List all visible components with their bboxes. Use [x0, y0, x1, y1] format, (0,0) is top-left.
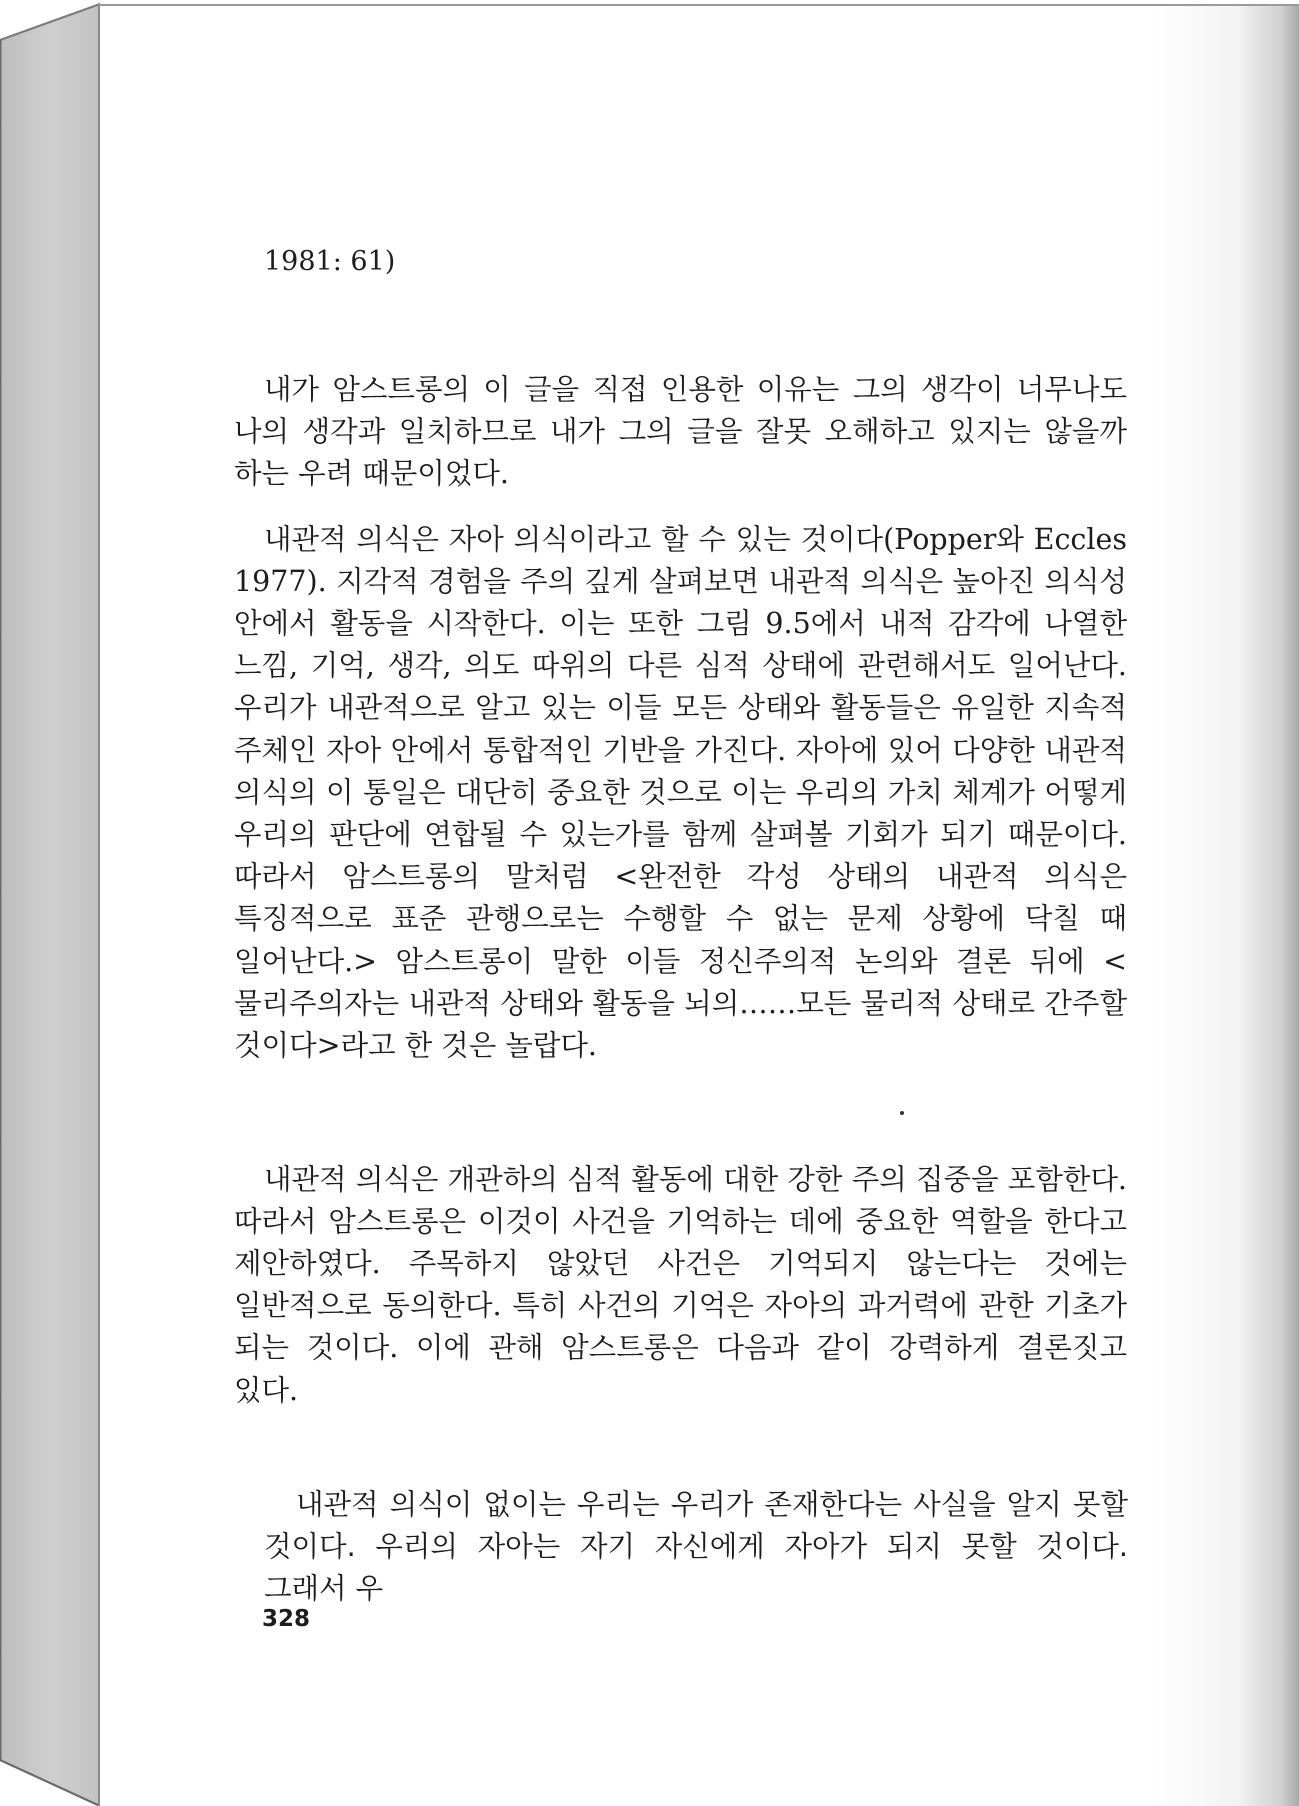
- paragraph-3: 내관적 의식은 개관하의 심적 활동에 대한 강한 주의 집중을 포함한다. 따라서 암스트롱은 이것이 사건을 기억하는 데에 중요한 역할을 한다고 제안하였다. 주목하지 않았던 사건은 기억되지 않는다는 것에는 일반적으로 동의한다. 특히 사건의 기억은 자아의 과거력에 관한 기초가 되는 것이다. 이에 관해 암스트롱은 다음과 같이 강력하게 결론짓고 있다.: [234, 1162, 1127, 1407]
- page-edge-shadow: [1239, 6, 1299, 1806]
- book-spine: [0, 0, 100, 1806]
- stray-mark: [900, 1111, 904, 1115]
- page-number: 328: [262, 1606, 311, 1632]
- paragraph-2: 내관적 의식은 자아 의식이라고 할 수 있는 것이다(Popper와 Eccles 1977). 지각적 경험을 주의 깊게 살펴보면 내관적 의식은 높아진 의식성 안에서 활동을 시작한다. 이는 또한 그림 9.5에서 내적 감각에 나열한 느낌, 기억, 생각, 의도 따위의 다른 심적 상태에 관련해서도 일어난다. 우리가 내관적으로 알고 있는 이들 모든 상태와 활동들은 유일한 지속적 주체인 자아 안에서 통합적인 기반을 가진다. 자아에 있어 다양한 내관적 의식의 이 통일은 대단히 중요한 것으로 이는 우리의 가치 체계가 어떻게 우리의 판단에 연합될 수 있는가를 함께 살펴볼 기회가 되기 때문이다. 따라서 암스트롱의 말처럼 <완전한 각성 상태의 내관적 의식은 특징적으로 표준 관행으로는 수행할 수 없는 문제 상황에 닥칠 때 일어난다.> 암스트롱이 말한 이들 정신주의적 논의와 결론 뒤에 <물리주의자는 내관적 상태와 활동을 뇌의……모든 물리적 상태로 간주할 것이다>라고 한 것은 놀랍다.: [234, 522, 1127, 1062]
- citation-continuation: 1981: 61): [264, 246, 396, 277]
- paragraph-1: 내가 암스트롱의 이 글을 직접 인용한 이유는 그의 생각이 너무나도 나의 생각과 일치하므로 내가 그의 글을 잘못 오해하고 있지는 않을까 하는 우려 때문이었다.: [234, 372, 1127, 490]
- block-quote: 내관적 의식이 없이는 우리는 우리가 존재한다는 사실을 알지 못할 것이다. 우리의 자아는 자기 자신에게 자아가 되지 못할 것이다. 그래서 우: [264, 1487, 1128, 1605]
